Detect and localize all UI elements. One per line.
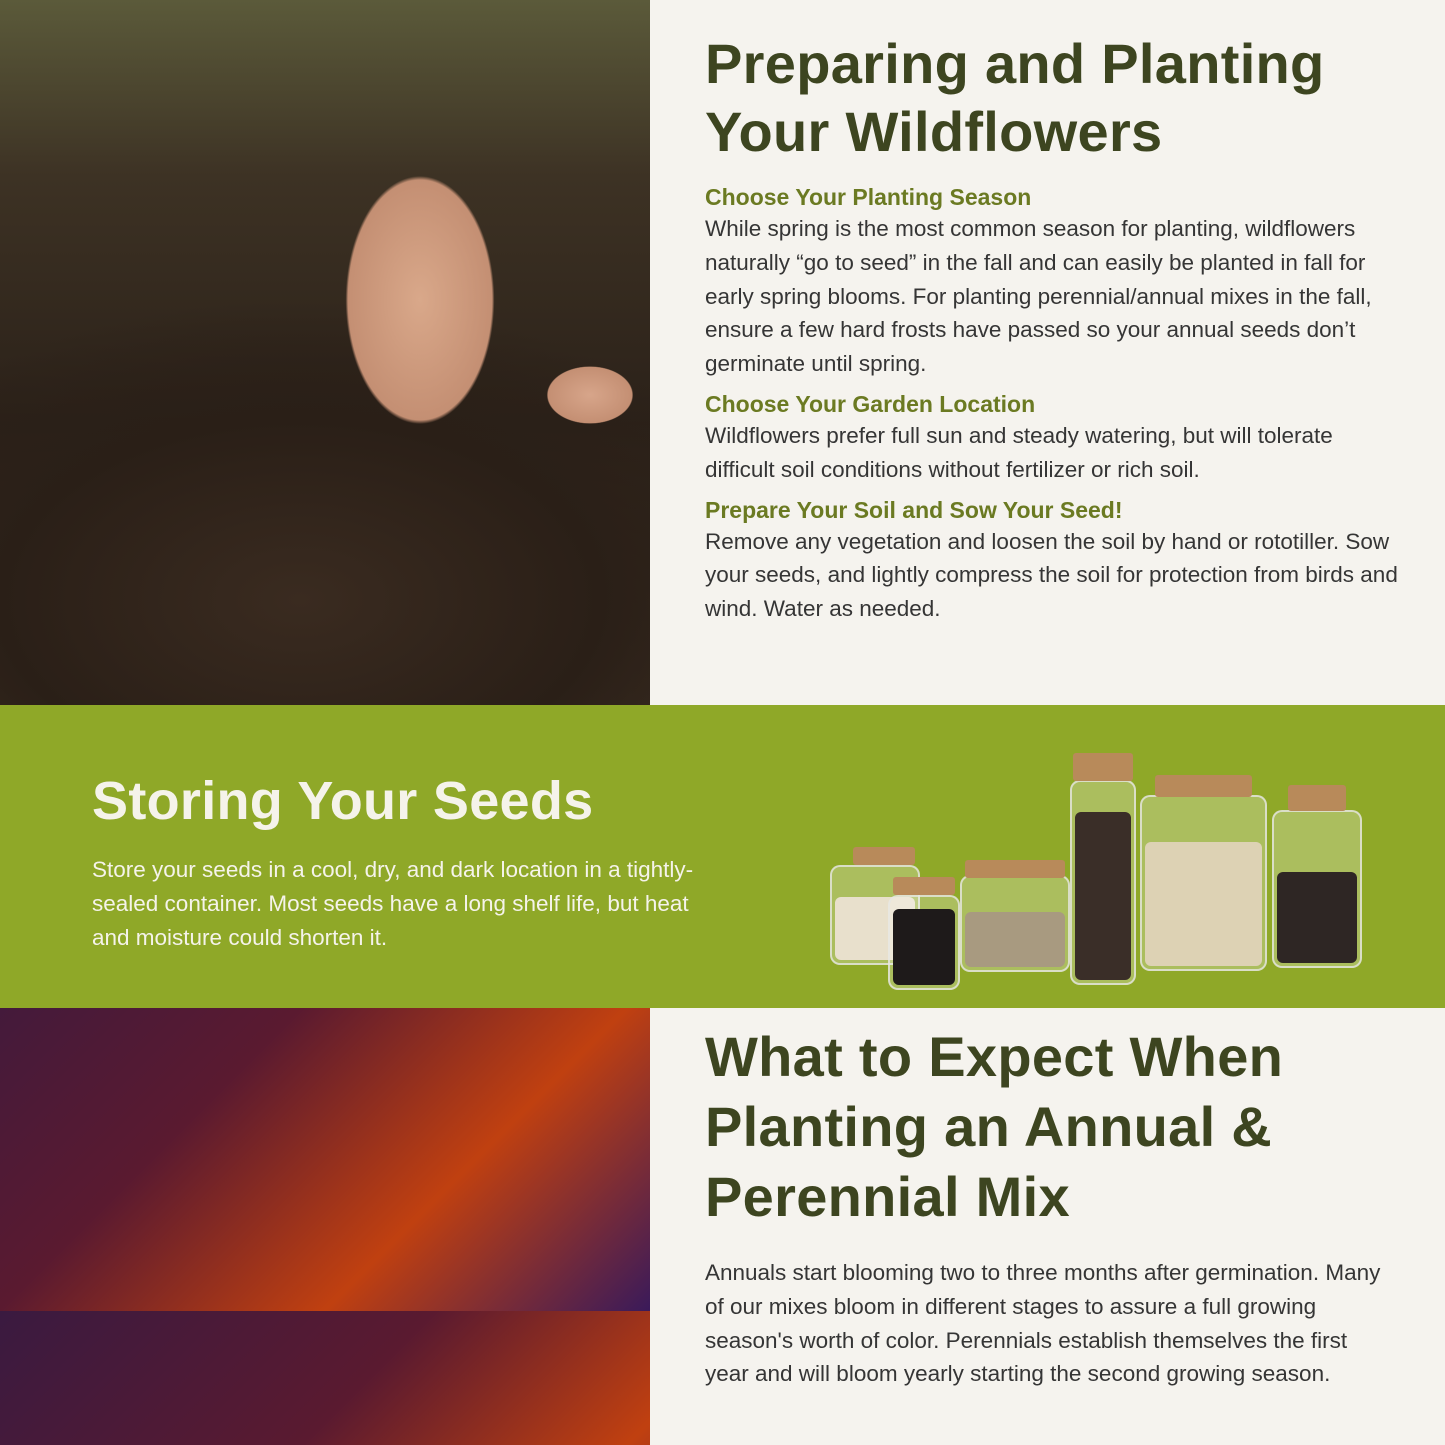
location-body: Wildflowers prefer full sun and steady watering, but will tolerate difficult soil conditions without fertilizer or rich soil. xyxy=(705,422,1333,482)
storing-section xyxy=(0,705,1445,1008)
location-heading: Choose Your Garden Location xyxy=(705,390,1036,417)
planting-section xyxy=(0,0,1445,705)
soil-heading: Prepare Your Soil and Sow Your Seed! xyxy=(705,496,1123,523)
storing-body: Store your seeds in a cool, dry, and dark location in a tightly-sealed container. Most seeds have a long shelf life, but heat and moisture could shorten it. xyxy=(92,857,694,950)
planting-title: Preparing and Planting Your Wildflowers xyxy=(705,32,1325,163)
storing-text xyxy=(92,767,712,954)
expect-body: Annuals start blooming two to three months after germination. Many of our mixes bloom in different stages to assure a full growing season's worth of color. Perennials establish themselves the first year and will bloom yearly starting the second growing season. xyxy=(705,1260,1381,1387)
expect-title: What to Expect When Planting an Annual & Perennial Mix xyxy=(705,1025,1284,1228)
storing-title: Storing Your Seeds xyxy=(92,771,594,831)
expect-text xyxy=(705,1022,1395,1391)
season-heading: Choose Your Planting Season xyxy=(705,184,1032,210)
expect-section xyxy=(0,1008,1445,1445)
soil-body: Remove any vegetation and loosen the soil by hand or rototiller. Sow your seeds, and lightly compress the soil for protection from birds and wind. Water as needed. xyxy=(705,528,1398,622)
hands-sowing-seeds-photo xyxy=(0,0,650,705)
blanket-flower-photo xyxy=(0,1008,650,1445)
planting-text xyxy=(705,30,1405,626)
season-body: While spring is the most common season for planting, wildflowers naturally “go to seed” in the fall and can easily be planted in fall for early spring blooms. For planting perennial/annual mixes in the fall, ensure a few hard frosts have passed so your annual seeds don’t germinate until spring. xyxy=(705,216,1372,377)
